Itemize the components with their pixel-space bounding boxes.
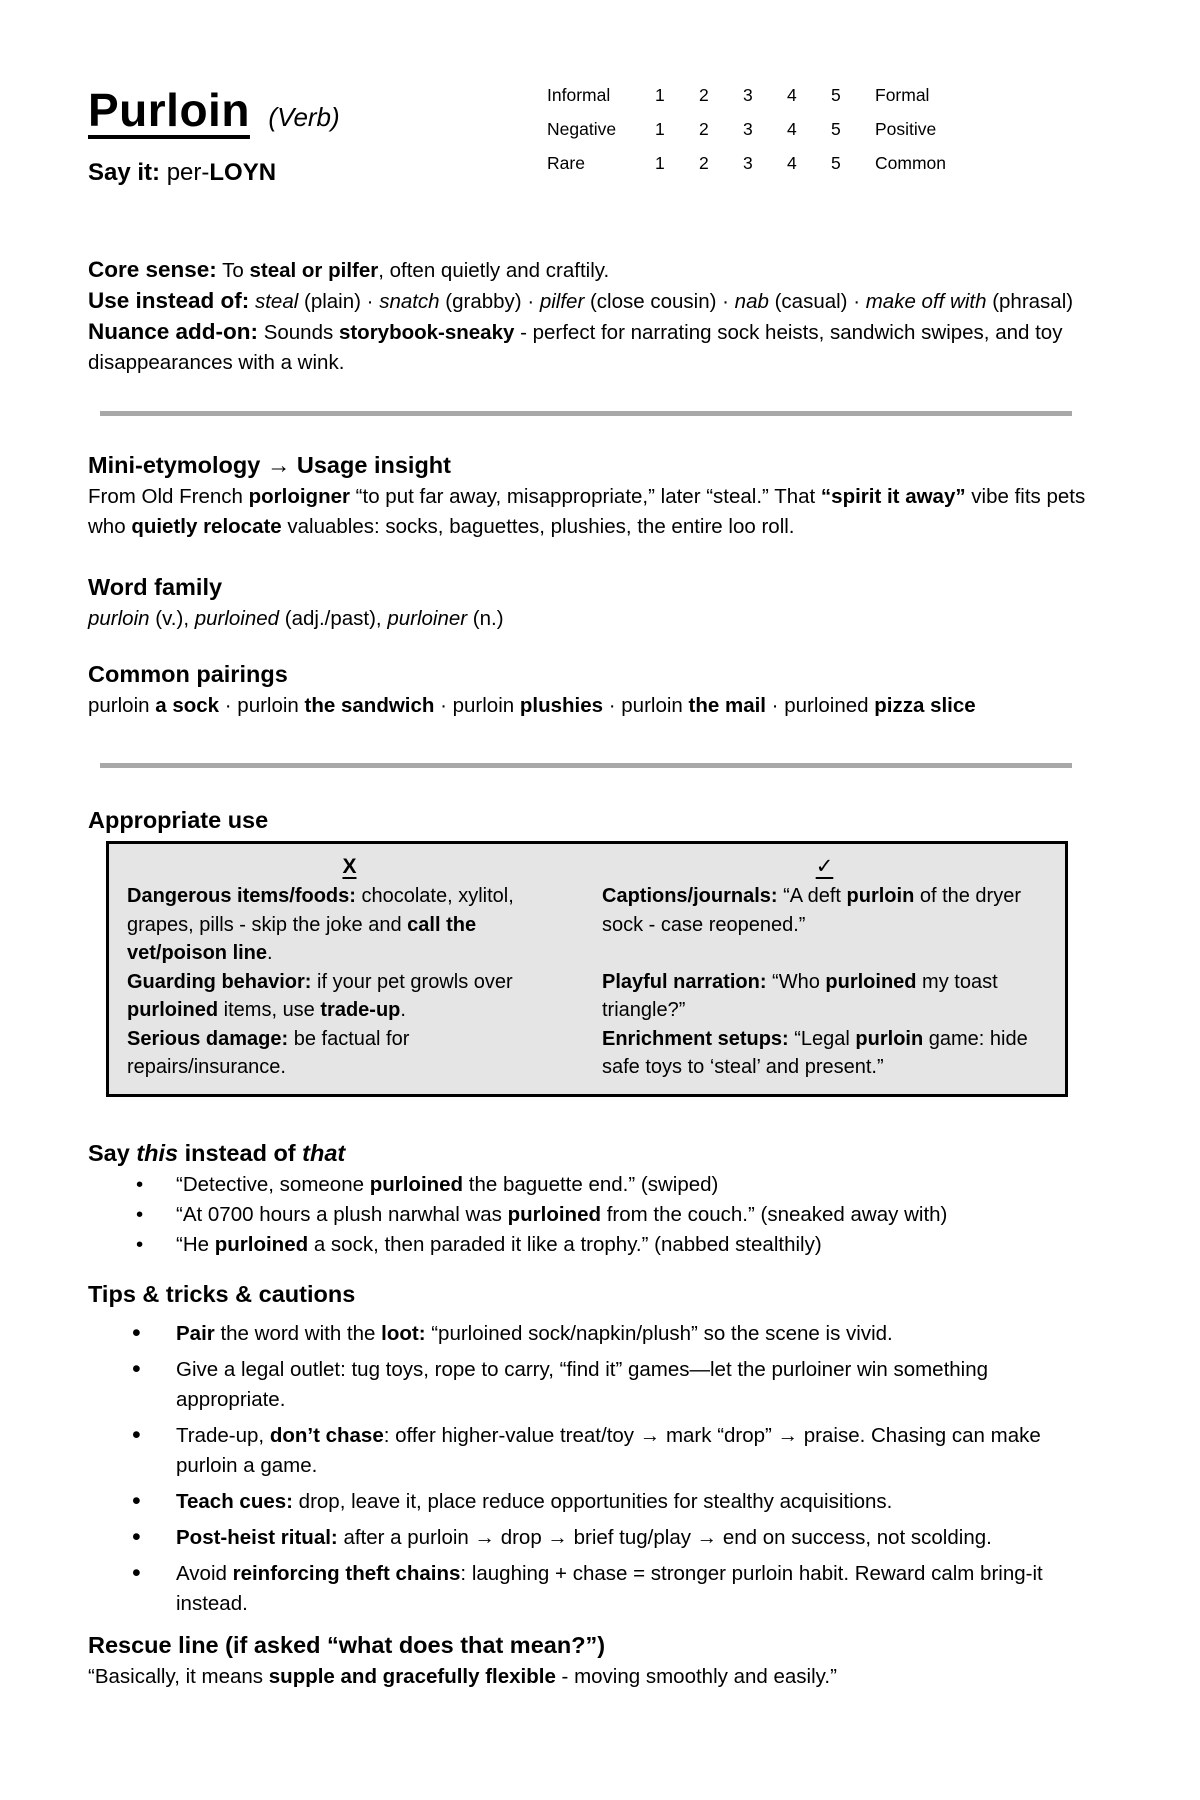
scale-number-1: 1 [655, 85, 665, 105]
core-sense-section [88, 255, 1098, 378]
rescue-line-body: “Basically, it means supple and gracefully flexible - moving smoothly and easily.” [88, 1664, 837, 1688]
tip-bullet: • Pair the word with the loot: “purloined sock/napkin/plush” so the scene is vivid. [88, 1319, 1098, 1349]
word-family-body: purloin (v.), purloined (adj./past), purloiner (n.) [88, 607, 504, 630]
title-block [88, 84, 340, 188]
register-scales [547, 78, 946, 180]
use-instead-line: Use instead of: steal (plain) · snatch (grabby) · pilfer (close cousin) · nab (casual) · make off with (phrasal) [88, 288, 1074, 313]
avoid-cell: Guarding behavior: if your pet growls over purloined items, use trade-up. [127, 970, 513, 1021]
scale-right-label: Common [875, 153, 946, 173]
say-instead-list [88, 1170, 1098, 1260]
appropriate-use-section [88, 804, 1098, 1097]
x-mark-icon: X [342, 855, 357, 878]
core-sense-line: Core sense: To steal or pilfer, often quietly and craftily. [88, 257, 610, 282]
column-header-avoid [127, 852, 572, 882]
scale-number-1: 1 [655, 153, 665, 173]
common-pairings-heading: Common pairings [88, 661, 288, 687]
etymology-body: From Old French porloigner “to put far away, misappropriate,” later “steal.” That “spirit it away” vibe fits pets who quietly relocate valuables: socks, baguettes, plushies, the entire loo roll. [88, 485, 1086, 538]
rescue-line-heading: Rescue line (if asked “what does that mean?”) [88, 1631, 606, 1658]
word-family-section [88, 571, 1098, 634]
scale-number-3: 3 [743, 153, 753, 173]
header [88, 58, 1098, 188]
tip-bullet: • Post-heist ritual: after a purloin → drop → brief tug/play → end on success, not scolding. [88, 1523, 1098, 1553]
example-bullet: • “At 0700 hours a plush narwhal was purloined from the couch.” (sneaked away with) [88, 1200, 1098, 1230]
scale-number-2: 2 [699, 153, 709, 173]
scale-number-2: 2 [699, 119, 709, 139]
scale-number-4: 4 [787, 153, 797, 173]
avoid-cell: Serious damage: be factual for repairs/insurance. [127, 1027, 410, 1078]
rescue-line-section [88, 1629, 1098, 1692]
say-instead-section [88, 1137, 1098, 1260]
scale-row-frequency [547, 146, 946, 180]
etymology-heading: Mini-etymology → Usage insight [88, 452, 451, 478]
example-bullet: • “He purloined a sock, then paraded it like a trophy.” (nabbed stealthily) [88, 1230, 1098, 1260]
scale-left-label: Rare [547, 153, 585, 173]
scale-number-4: 4 [787, 85, 797, 105]
tip-bullet: • Trade-up, don’t chase: offer higher-value treat/toy → mark “drop” → praise. Chasing can make purloin a game. [88, 1421, 1098, 1481]
page-title: Purloin [88, 84, 250, 136]
tip-bullet: • Avoid reinforcing theft chains: laughing + chase = stronger purloin habit. Reward calm bring-it instead. [88, 1559, 1098, 1619]
scale-left-label: Negative [547, 119, 617, 139]
good-cell: Playful narration: “Who purloined my toast triangle?” [602, 970, 998, 1021]
scale-right-label: Formal [875, 85, 930, 105]
table-row [127, 1025, 1047, 1082]
scale-number-4: 4 [787, 119, 797, 139]
scale-number-3: 3 [743, 119, 753, 139]
part-of-speech: (Verb) [268, 102, 340, 132]
appropriate-use-heading: Appropriate use [88, 807, 269, 833]
scale-right-label: Positive [875, 119, 937, 139]
scale-row-formality [547, 78, 946, 112]
scale-left-label: Informal [547, 85, 611, 105]
good-cell: Enrichment setups: “Legal purloin game: hide safe toys to ‘steal’ and present.” [602, 1027, 1028, 1078]
good-cell: Captions/journals: “A deft purloin of the dryer sock - case reopened.” [602, 885, 1021, 936]
say-instead-heading: Say this instead of that [88, 1139, 346, 1166]
column-header-good [602, 852, 1047, 882]
tips-section [88, 1278, 1098, 1619]
scale-number-5: 5 [831, 119, 841, 139]
table-row [127, 968, 1047, 1025]
section-divider [100, 411, 1072, 416]
avoid-cell: Dangerous items/foods: chocolate, xylitol, grapes, pills - skip the joke and call the vet/poison line. [127, 885, 514, 964]
section-divider [100, 763, 1072, 768]
tips-list [88, 1319, 1098, 1619]
scale-number-5: 5 [831, 153, 841, 173]
scale-number-3: 3 [743, 85, 753, 105]
check-mark-icon: ✓ [815, 855, 834, 878]
title-line [88, 84, 340, 148]
example-bullet: • “Detective, someone purloined the baguette end.” (swiped) [88, 1170, 1098, 1200]
etymology-section [88, 449, 1098, 542]
common-pairings-section [88, 658, 1098, 721]
word-family-heading: Word family [88, 574, 223, 600]
scale-number-1: 1 [655, 119, 665, 139]
common-pairings-body: purloin a sock · purloin the sandwich · purloin plushies · purloin the mail · purloined pizza slice [88, 694, 976, 717]
table-row [127, 882, 1047, 968]
nuance-line: Nuance add-on: Sounds storybook-sneaky - perfect for narrating sock heists, sandwich swipes, and toy disappearances with a wink. [88, 319, 1063, 374]
scale-number-5: 5 [831, 85, 841, 105]
tip-bullet: • Give a legal outlet: tug toys, rope to carry, “find it” games—let the purloiner win something appropriate. [88, 1355, 1098, 1415]
tips-heading: Tips & tricks & cautions [88, 1280, 356, 1307]
tip-bullet: • Teach cues: drop, leave it, place reduce opportunities for stealthy acquisitions. [88, 1487, 1098, 1517]
table-header-row [127, 852, 1047, 882]
scale-number-2: 2 [699, 85, 709, 105]
scale-row-sentiment [547, 112, 946, 146]
pronunciation: Say it: per-LOYN [88, 159, 277, 186]
appropriate-use-table [106, 841, 1068, 1097]
